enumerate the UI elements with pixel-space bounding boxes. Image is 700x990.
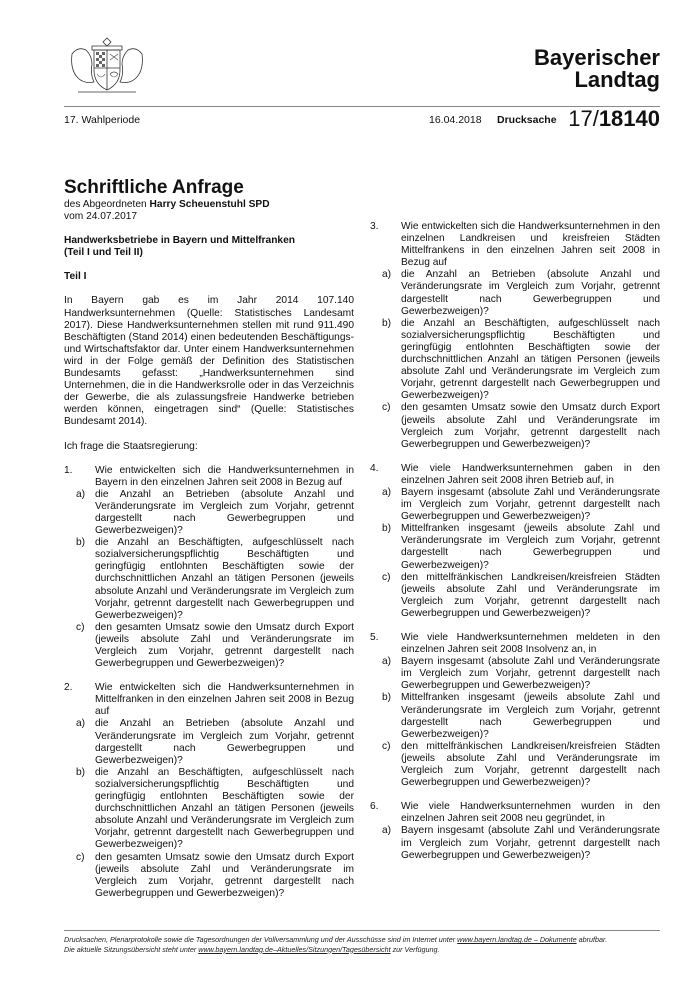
question-2b: b) die Anzahl an Beschäftigten, aufgeschlüsselt nach sozialversicherungspflichtig Beschäftigten und geringfügig entlohnten Beschäftigten sowie der durchschnittlichen Anzahl an tätigen Personen (jeweils absolute Anzahl und Veränderungsrate im Vergleich zum Vorjahr, getrennt dargestellt nach Gewerbegruppen und Gewerbezweigen)? <box>76 766 354 851</box>
part-heading: Teil I <box>64 271 87 283</box>
footer-link-sessions[interactable]: www.bayern.landtag.de–Aktuelles/Sitzungen/Tagesübersicht <box>198 944 391 954</box>
org-name-line1: Bayerischer <box>534 45 660 70</box>
question-6a: a) Bayern insgesamt (absolute Zahl und Veränderungsrate im Vergleich zum Vorjahr, getrennt dargestellt nach Gewerbegruppen und Gewerbezweigen)? <box>382 825 660 861</box>
question-5: 5. Wie viele Handwerksunternehmen meldeten in den einzelnen Jahren seit 2008 Insolvenz an, in <box>370 632 660 656</box>
document-number-main: 18140 <box>598 106 660 131</box>
question-5a: a) Bayern insgesamt (absolute Zahl und Veränderungsrate im Vergleich zum Vorjahr, getrennt dargestellt nach Gewerbegruppen und Gewerbezweigen)? <box>382 656 660 692</box>
question-4: 4. Wie viele Handwerksunternehmen gaben in den einzelnen Jahren seit 2008 ihren Betrieb auf, in <box>370 462 660 486</box>
org-name-line2: Landtag <box>574 67 660 92</box>
document-label: Drucksache <box>497 114 557 126</box>
document-title: Schriftliche Anfrage <box>64 177 244 198</box>
question-3b: b) die Anzahl an Beschäftigten, aufgeschlüsselt nach sozialversicherungspflichtig Beschäftigten und geringfügig entlohnten Beschäftigten sowie der durchschnittlichen Anzahl an tätigen Personen (jeweils absolute Zahl und Veränderungsrate im Vergleich zum Vorjahr, getrennt dargestellt nach Gewerbegruppen und Gewerbezweigen)? <box>382 317 660 402</box>
author-name: Harry Scheuenstuhl SPD <box>149 199 270 210</box>
question-1: 1. Wie entwickelten sich die Handwerksunternehmen in Bayern in den einzelnen Jahren seit 2008 in Bezug auf <box>64 464 354 488</box>
continued-from-left <box>370 177 660 221</box>
legislative-period: 17. Wahlperiode <box>64 114 141 126</box>
question-5c: c) den mittelfränkischen Landkreisen/kreisfreien Städten (jeweils absolute Zahl und Veränderungsrate im Vergleich zum Vorjahr, getrennt dargestellt nach Gewerbegruppen und Gewerbezweigen)? <box>382 740 660 789</box>
question-3c: c) den gesamten Umsatz sowie den Umsatz durch Export (jeweils absolute Zahl und Veränderungsrate im Vergleich zum Vorjahr, getrennt dargestellt nach Gewerbegruppen und Gewerbezweigen)? <box>382 402 660 450</box>
question-6: 6. Wie viele Handwerksunternehmen wurden in den einzelnen Jahren seit 2008 neu gegründet, in <box>370 801 660 825</box>
question-2c: c) den gesamten Umsatz sowie den Umsatz durch Export (jeweils absolute Zahl und Veränderungsrate im Vergleich zum Vorjahr, getrennt dargestellt nach Gewerbegruppen und Gewerbezweigen)? <box>76 851 354 899</box>
document-date: 16.04.2018 <box>429 114 482 126</box>
question-3a: a) die Anzahl an Betrieben (absolute Anzahl und Veränderungsrate im Vergleich zum Vorjahr, getrennt dargestellt nach Gewerbegruppen und Gewerbezweigen)? <box>382 269 660 317</box>
coat-of-arms-logo <box>64 34 150 100</box>
document-number-prefix: 17/ <box>568 106 599 131</box>
question-1c: c) den gesamten Umsatz sowie den Umsatz durch Export (jeweils absolute Zahl und Veränderungsrate im Vergleich zum Vorjahr, getrennt dargestellt nach Gewerbegruppen und Gewerbezweigen)? <box>76 621 354 670</box>
footer-line1: Drucksachen, Plenarprotokolle sowie die Tagesordnungen der Vollversammlung und der Ausschüsse sind im Internet unter www.bayern.landtag.de – Dokumente abrufbar. <box>64 935 608 944</box>
footer-link-documents[interactable]: www.bayern.landtag.de – Dokumente <box>457 935 577 944</box>
question-lead: Ich frage die Staatsregierung: <box>64 440 198 452</box>
author-line: des Abgeordneten Harry Scheuenstuhl SPD <box>64 199 270 210</box>
date-line: vom 24.07.2017 <box>64 211 138 223</box>
question-4a: a) Bayern insgesamt (absolute Zahl und Veränderungsrate im Vergleich zum Vorjahr, getrennt dargestellt nach Gewerbegruppen und Gewerbezweigen)? <box>382 486 660 523</box>
question-1b: b) die Anzahl an Beschäftigten, aufgeschlüsselt nach sozialversicherungspflichtig Beschäftigten und geringfügig entlohnten Beschäftigten sowie der durchschnittlichen Anzahl an tätigen Personen (jeweils absolute Anzahl und Veränderungsrate im Vergleich zum Vorjahr, getrennt dargestellt nach Gewerbegruppen und Gewerbezweigen)? <box>76 537 354 621</box>
question-5b: b) Mittelfranken insgesamt (jeweils absolute Zahl und Veränderungsrate im Vergleich zum Vorjahr, getrennt dargestellt nach Gewerbegruppen und Gewerbezweigen)? <box>382 692 660 740</box>
question-2a: a) die Anzahl an Betrieben (absolute Anzahl und Veränderungsrate im Vergleich zum Vorjahr, getrennt dargestellt nach Gewerbegruppen und Gewerbezweigen)? <box>76 718 354 766</box>
right-column <box>370 177 660 862</box>
question-2: 2. Wie entwickelten sich die Handwerksunternehmen in Mittelfranken in den einzelnen Jahren seit 2008 in Bezug auf <box>64 682 354 718</box>
question-4c: c) den mittelfränkischen Landkreisen/kreisfreien Städten (jeweils absolute Zahl und Veränderungsrate im Vergleich zum Vorjahr, getrennt dargestellt nach Gewerbegruppen und Gewerbezweigen)? <box>382 571 660 619</box>
footer-divider <box>64 930 660 931</box>
footer-line2: Die aktuelle Sitzungsübersicht steht unter www.bayern.landtag.de–Aktuelles/Sitzungen/Tagesübersicht zur Verfügung. <box>64 944 440 954</box>
subject-line2: (Teil I und Teil II) <box>64 247 143 259</box>
left-column <box>64 177 354 900</box>
question-4b: b) Mittelfranken insgesamt (jeweils absolute Zahl und Veränderungsrate im Vergleich zum Vorjahr, getrennt dargestellt nach Gewerbegruppen und Gewerbezweigen)? <box>382 523 660 571</box>
question-3: 3. Wie entwickelten sich die Handwerksunternehmen in den einzelnen Landkreisen und kreisfreien Städten Mittelfrankens in den einzelnen Jahren seit 2008 in Bezug auf <box>370 221 660 269</box>
subject-line1: Handwerksbetriebe in Bayern und Mittelfranken <box>64 235 295 247</box>
intro-paragraph: In Bayern gab es im Jahr 2014 107.140 Handwerksunternehmen (Quelle: Statistisches Landesamt 2017). Diese Handwerksunternehmen stellen mit rund 911.490 Beschäftigten (Stand 2014) einen bedeutenden Beschäftigungs- und Wirtschaftsfaktor dar. Unter einem Handwerksunternehmen wird in der Folge gemäß der Definition des Statistischen Bundesamts gefasst: „Handwerksunternehmen sind Unternehmen, die in die Handwerksrolle oder in das Verzeichnis der Gewerbe, die als zulassungsfreie Handwerke betrieben werden können, eingetragen sind“ (Quelle: Statistisches Bundesamt 2014). <box>64 295 354 428</box>
footer <box>64 935 664 954</box>
question-1a: a) die Anzahl an Betrieben (absolute Anzahl und Veränderungsrate im Vergleich zum Vorjahr, getrennt dargestellt nach Gewerbegruppen und Gewerbezweigen)? <box>76 488 354 537</box>
document-number <box>568 106 660 132</box>
